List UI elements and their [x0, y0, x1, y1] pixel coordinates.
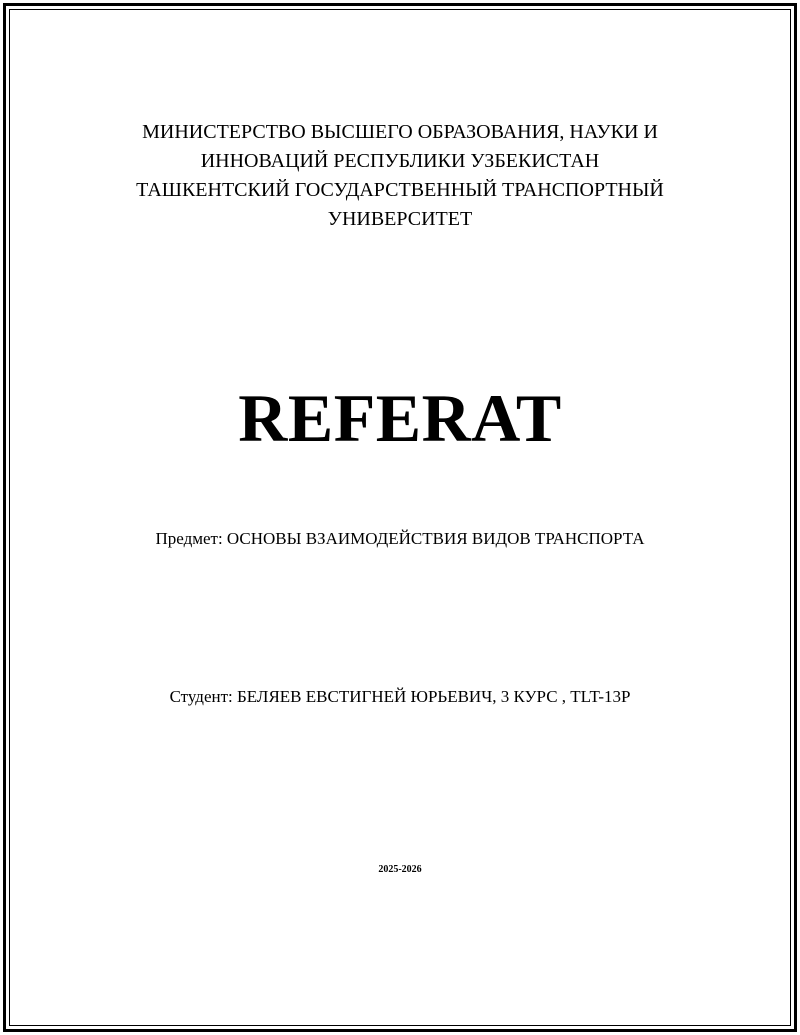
document-title: REFERAT	[238, 380, 562, 456]
header-line-4: УНИВЕРСИТЕТ	[327, 208, 473, 230]
header-line-3: ТАШКЕНТСКИЙ ГОСУДАРСТВЕННЫЙ ТРАНСПОРТНЫЙ	[136, 179, 664, 201]
student-line: Студент: БЕЛЯЕВ ЕВСТИГНЕЙ ЮРЬЕВИЧ, 3 КУРС , TLT-13P	[169, 687, 631, 706]
academic-year: 2025-2026	[378, 864, 422, 875]
subject-line: Предмет: ОСНОВЫ ВЗАИМОДЕЙСТВИЯ ВИДОВ ТРАНСПОРТА	[155, 529, 645, 548]
institution-header	[0, 118, 800, 234]
header-line-2: ИННОВАЦИЙ РЕСПУБЛИКИ УЗБЕКИСТАН	[200, 150, 600, 172]
header-line-1: МИНИСТЕРСТВО ВЫСШЕГО ОБРАЗОВАНИЯ, НАУКИ И	[142, 121, 658, 143]
